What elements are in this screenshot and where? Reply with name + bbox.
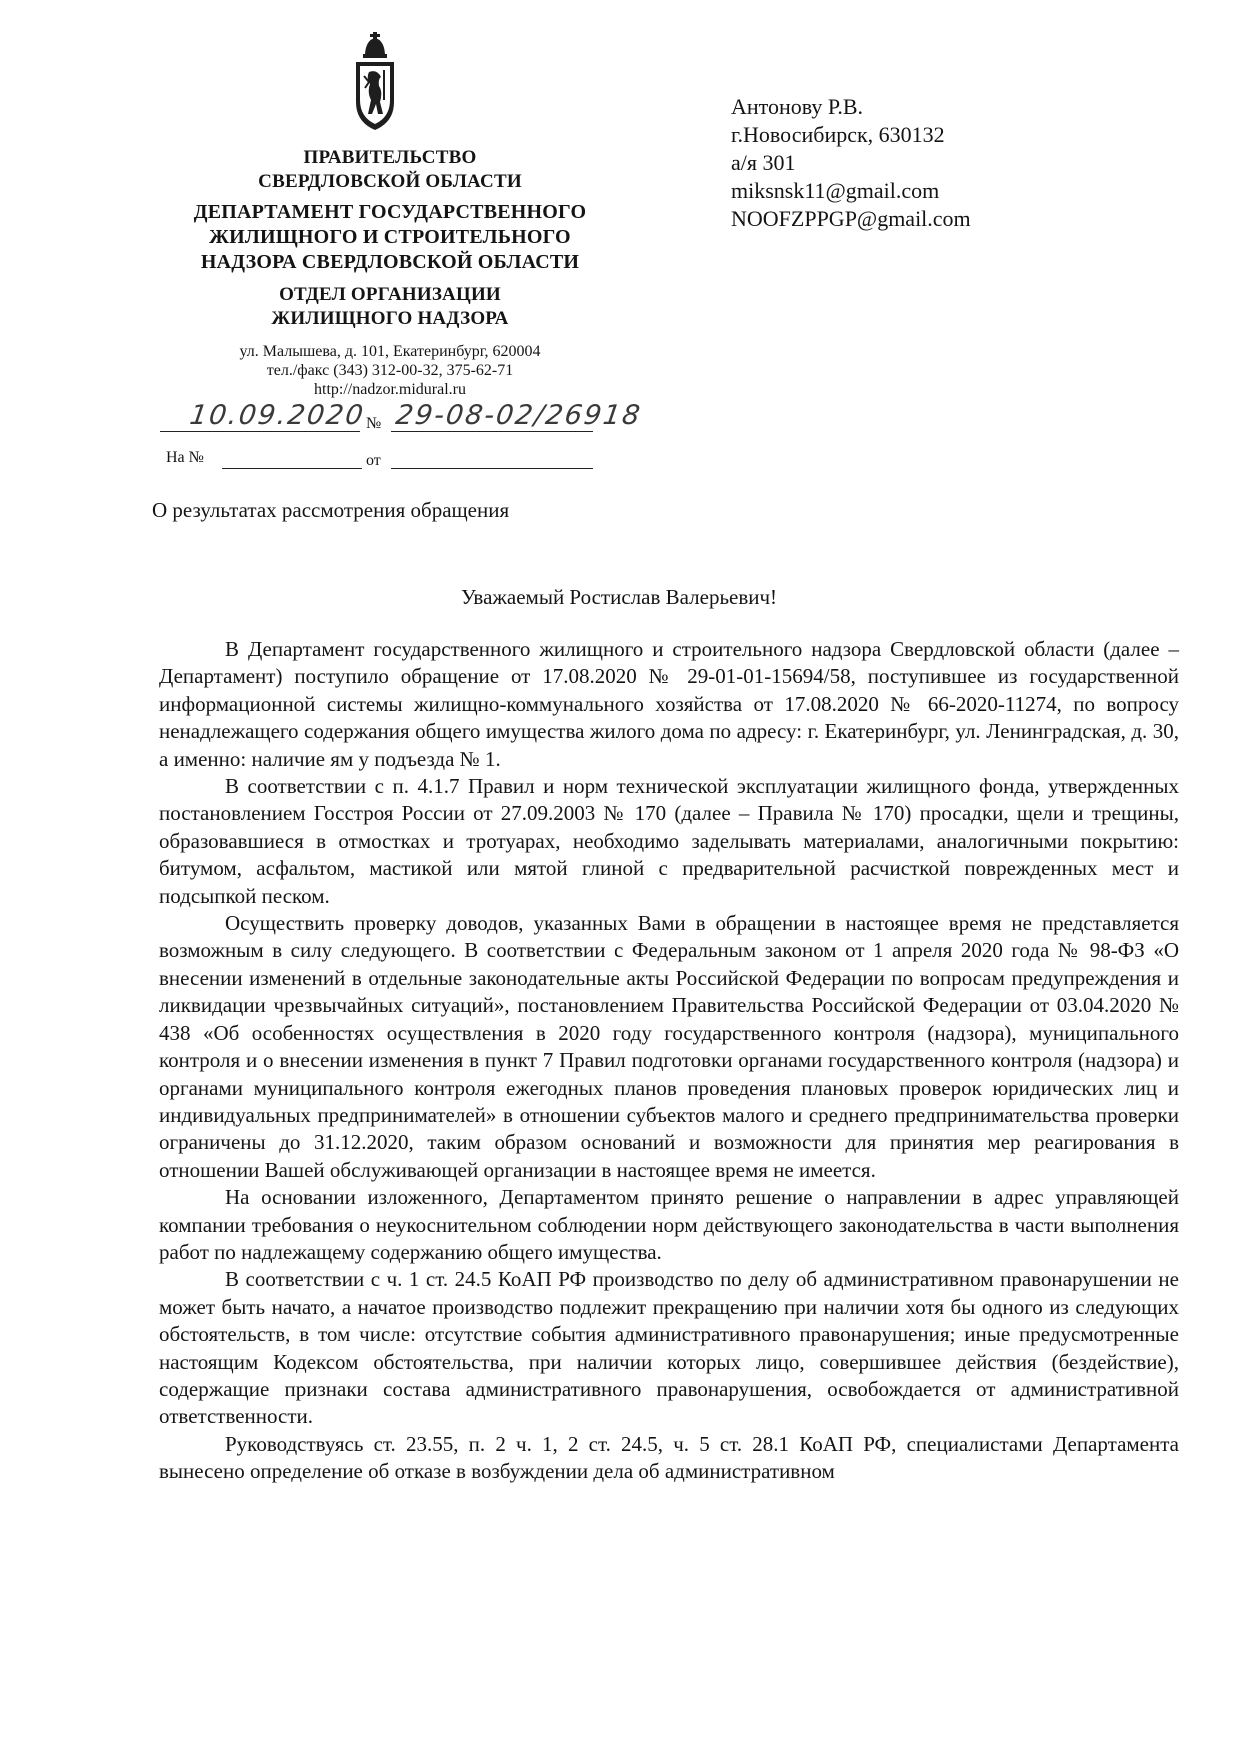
- org-website: http://nadzor.midural.ru: [314, 381, 466, 398]
- letter-subject: О результатах рассмотрения обращения: [152, 498, 510, 522]
- division-line: ЖИЛИЩНОГО НАДЗОРА: [271, 308, 509, 329]
- date-underline: [160, 431, 360, 432]
- addressee-line: Антонову Р.В.: [731, 94, 864, 119]
- department-line: ЖИЛИЩНОГО И СТРОИТЕЛЬНОГО: [209, 226, 571, 248]
- number-underline: [391, 431, 593, 432]
- addressee-line: miksnsk11@gmail.com: [731, 178, 940, 203]
- division-name: [150, 283, 630, 331]
- division-line: ОТДЕЛ ОРГАНИЗАЦИИ: [279, 284, 501, 305]
- government-line: ПРАВИТЕЛЬСТВО: [303, 147, 477, 168]
- department-line: НАДЗОРА СВЕРДЛОВСКОЙ ОБЛАСТИ: [200, 251, 580, 273]
- body-paragraph: Руководствуясь ст. 23.55, п. 2 ч. 1, 2 ст. 24.5, ч. 5 ст. 28.1 КоАП РФ, специалистами Департамента вынесено определение об отказе в возбуждении дела об административном: [159, 1431, 1179, 1484]
- number-label: №: [366, 415, 382, 432]
- org-phone: тел./факс (343) 312-00-32, 375-62-71: [266, 362, 514, 379]
- greeting: Уважаемый Ростислав Валерьевич!: [460, 585, 778, 609]
- addressee-block: [731, 93, 971, 233]
- body-paragraph: В Департамент государственного жилищного и строительного надзора Свердловской области (далее – Департамент) поступило обращение от 17.08.2020 № 29-01-01-15694/58, поступившее из государственной информационной системы жилищно-коммунального хозяйства от 17.08.2020 № 66-2020-11274, по вопросу ненадлежащего содержания общего имущества жилого дома по адресу: г. Екатеринбург, ул. Ленинградская, д. 30, а именно: наличие ям у подъезда № 1.: [159, 637, 1179, 771]
- government-line: СВЕРДЛОВСКОЙ ОБЛАСТИ: [258, 171, 522, 192]
- department-line: ДЕПАРТАМЕНТ ГОСУДАРСТВЕННОГО: [193, 201, 587, 223]
- org-address: ул. Малышева, д. 101, Екатеринбург, 620004: [239, 343, 541, 360]
- addressee-line: г.Новосибирск, 630132: [731, 122, 945, 147]
- registration-number: 29-08-02/26918: [393, 400, 644, 431]
- ref-date-underline: [391, 468, 593, 469]
- body-paragraph: Осуществить проверку доводов, указанных Вами в обращении в настоящее время не представляется возможным в силу следующего. В соответствии с Федеральным законом от 1 апреля 2020 года № 98-ФЗ «О внесении изменений в отдельные законодательные акты Российской Федерации по вопросам предупреждения и ликвидации чрезвычайных ситуаций», постановлением Правительства Российской Федерации от 03.04.2020 № 438 «Об особенностях осуществления в 2020 году государственного контроля (надзора), муниципального контроля и о внесении изменения в пункт 7 Правил подготовки органами государственного контроля (надзора) и органами муниципального контроля ежегодных планов проведения плановых проверок юридических лиц и индивидуальных предпринимателей» в отношении субъектов малого и среднего предпринимательства проверки ограничены до 31.12.2020, таким образом оснований и возможности для принятия мер реагирования в отношении Вашей обслуживающей организации в настоящее время не имеется.: [159, 911, 1179, 1182]
- body-paragraph: На основании изложенного, Департаментом принято решение о направлении в адрес управляющей компании требования о неукоснительном соблюдении норм действующего законодательства в части выполнения работ по надлежащему содержанию общего имущества.: [159, 1185, 1179, 1264]
- addressee-line: NOOFZPPGP@gmail.com: [731, 206, 971, 231]
- registration-date: 10.09.2020: [187, 400, 367, 431]
- department-name: [150, 200, 630, 275]
- body-paragraph: В соответствии с ч. 1 ст. 24.5 КоАП РФ производство по делу об административном правонарушении не может быть начато, а начатое производство подлежит прекращению при наличии хотя бы одного из следующих обстоятельств, в том числе: отсутствие события административного правонарушения; иные предусмотренные настоящим Кодексом обстоятельства, при наличии которых лицо, совершившее действия (бездействие), содержащие признаки состава административного правонарушения, освобождается от административной ответственности.: [159, 1267, 1179, 1429]
- coat-of-arms-icon: [352, 32, 398, 132]
- ref-number-label: На №: [166, 449, 204, 466]
- government-name: [150, 146, 630, 194]
- ref-from-label: от: [366, 452, 381, 469]
- addressee-line: а/я 301: [731, 150, 796, 175]
- contact-block: [150, 342, 630, 399]
- body-paragraph: В соответствии с п. 4.1.7 Правил и норм технической эксплуатации жилищного фонда, утвержденных постановлением Госстроя России от 27.09.2003 № 170 (далее – Правила № 170) просадки, щели и трещины, образовавшиеся в отмостках и тротуарах, необходимо заделывать материалами, аналогичными покрытию: битумом, асфальтом, мастикой или мятой глиной с предварительной расчисткой поврежденных мест и подсыпкой песком.: [159, 774, 1179, 908]
- ref-number-underline: [222, 468, 362, 469]
- letter-body: [159, 636, 1179, 1486]
